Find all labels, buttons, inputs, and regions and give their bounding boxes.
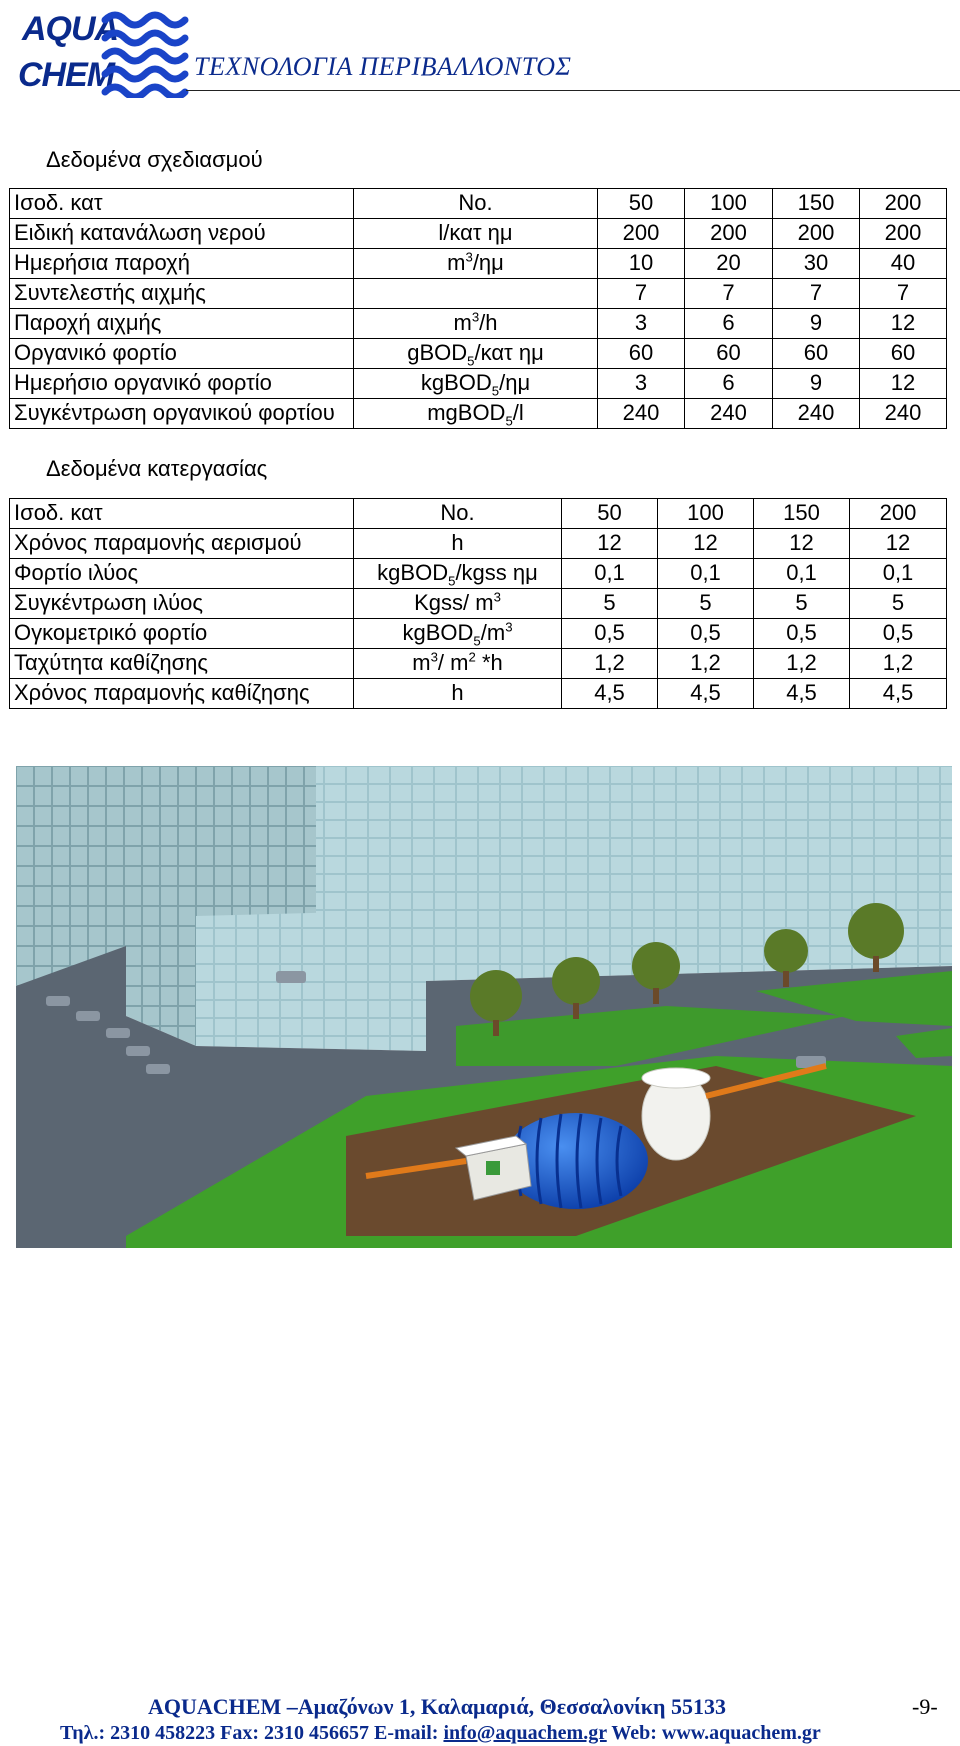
unit-part: 5 (505, 413, 513, 429)
table-cell-value: 150 (773, 189, 860, 219)
table-cell-value: 200 (773, 219, 860, 249)
table-cell-value: 60 (773, 339, 860, 369)
table-cell-value: 7 (598, 279, 685, 309)
aquachem-logo (18, 8, 183, 96)
table-cell-value: 9 (773, 309, 860, 339)
table-cell-value: 7 (773, 279, 860, 309)
header-divider (186, 90, 960, 91)
table-row (10, 529, 947, 559)
unit-part: kgBOD (420, 370, 492, 395)
table-cell-value: 20 (685, 249, 773, 279)
table-cell-value: 200 (860, 189, 947, 219)
table-row (10, 649, 947, 679)
row-unit (354, 309, 598, 339)
table-cell-value: 0,5 (754, 619, 850, 649)
row-unit: No. (354, 499, 562, 529)
table-cell-value: 60 (685, 339, 773, 369)
table-cell-value: 100 (685, 189, 773, 219)
row-unit: No. (354, 189, 598, 219)
unit-part: 3 (471, 309, 480, 325)
table-cell-value: 4,5 (850, 679, 947, 709)
table-cell-value: 200 (860, 219, 947, 249)
table-cell-value: 5 (562, 589, 658, 619)
table-cell-value: 200 (850, 499, 947, 529)
unit-part: /kgss ημ (455, 560, 538, 585)
table-cell-value: 0,5 (850, 619, 947, 649)
unit-part: 3 (493, 589, 501, 605)
row-label: Φορτίο ιλύος (10, 559, 354, 589)
row-label: Παροχή αιχμής (10, 309, 354, 339)
table-cell-value: 12 (850, 529, 947, 559)
table-row (10, 679, 947, 709)
table-cell-value: 3 (598, 309, 685, 339)
table-cell-value: 10 (598, 249, 685, 279)
footer-phone-fax: Τηλ.: 2310 458223 Fax: 2310 456657 E-mail: (60, 1722, 444, 1744)
logo-word-chem: CHEM (18, 56, 115, 94)
unit-part: /m (480, 620, 506, 645)
table-cell-value: 5 (658, 589, 754, 619)
row-unit (354, 249, 598, 279)
table-row (10, 619, 947, 649)
table-cell-value: 5 (754, 589, 850, 619)
unit-part: m (412, 650, 431, 675)
table-cell-value: 7 (860, 279, 947, 309)
unit-part: 3 (465, 249, 473, 265)
table-cell-value: 0,1 (754, 559, 850, 589)
row-label: Ογκομετρικό φορτίο (10, 619, 354, 649)
unit-part: /κατ ημ (474, 340, 544, 365)
treatment-plant-illustration (16, 766, 952, 1248)
table-cell-value: 240 (598, 399, 685, 429)
footer-web: Web: www.aquachem.gr (606, 1722, 821, 1744)
table-cell-value: 0,1 (562, 559, 658, 589)
row-unit (354, 589, 562, 619)
row-label: Συντελεστής αιχμής (10, 279, 354, 309)
unit-part: Kgss/ m (414, 590, 494, 615)
table-row (10, 369, 947, 399)
unit-part: 5 (467, 353, 475, 369)
table-cell-value: 1,2 (658, 649, 754, 679)
unit-part: mgBOD (427, 400, 506, 425)
table-cell-value: 12 (562, 529, 658, 559)
table-cell-value: 100 (658, 499, 754, 529)
row-unit (354, 619, 562, 649)
unit-part: 2 (468, 649, 476, 665)
table-row (10, 309, 947, 339)
row-label: Ταχύτητα καθίζησης (10, 649, 354, 679)
table-cell-value: 5 (850, 589, 947, 619)
design-data-table (9, 188, 947, 429)
table-cell-value: 12 (860, 369, 947, 399)
table-cell-value: 3 (598, 369, 685, 399)
table-cell-value: 0,1 (850, 559, 947, 589)
table-cell-value: 40 (860, 249, 947, 279)
unit-part: 5 (491, 383, 500, 399)
unit-part: /ημ (499, 370, 531, 395)
logo-word-aqua: AQUA (22, 10, 119, 48)
unit-part: kgBOD (377, 560, 449, 585)
page-number: -9- (912, 1694, 938, 1719)
waves-icon (100, 8, 200, 98)
row-label: Ειδική κατανάλωση νερού (10, 219, 354, 249)
row-unit (354, 369, 598, 399)
page-header (0, 0, 960, 100)
row-unit: h (354, 679, 562, 709)
table-row (10, 219, 947, 249)
table-cell-value: 12 (754, 529, 850, 559)
table-cell-value: 50 (598, 189, 685, 219)
table-cell-value: 9 (773, 369, 860, 399)
table-cell-value: 4,5 (562, 679, 658, 709)
table-row (10, 559, 947, 589)
row-label: Χρόνος παραμονής καθίζησης (10, 679, 354, 709)
unit-part: 5 (448, 573, 456, 589)
footer-address: AQUACHEM –Αμαζόνων 1, Καλαμαριά, Θεσσαλονίκη 55133 (148, 1694, 726, 1719)
unit-part: *h (475, 650, 503, 675)
footer-contact (60, 1722, 821, 1745)
unit-part: kgBOD (402, 620, 474, 645)
building-and-tank-image (16, 766, 952, 1248)
unit-part: 3 (430, 649, 438, 665)
table-row (10, 189, 947, 219)
unit-part: gBOD (407, 340, 468, 365)
process-data-heading: Δεδομένα κατεργασίας (46, 456, 268, 481)
table-cell-value: 6 (685, 309, 773, 339)
table-cell-value: 240 (685, 399, 773, 429)
table-cell-value: 1,2 (562, 649, 658, 679)
table-row (10, 279, 947, 309)
table-cell-value: 50 (562, 499, 658, 529)
row-label: Ισοδ. κατ (10, 499, 354, 529)
table-cell-value: 0,5 (562, 619, 658, 649)
row-label: Ισοδ. κατ (10, 189, 354, 219)
header-title: ΤΕΧΝΟΛΟΓΙΑ ΠΕΡΙΒΑΛΛΟΝΤΟΣ (194, 52, 572, 81)
row-label: Ημερήσιο οργανικό φορτίο (10, 369, 354, 399)
row-unit (354, 559, 562, 589)
row-label: Συγκέντρωση οργανικού φορτίου (10, 399, 354, 429)
table-row (10, 589, 947, 619)
table-cell-value: 150 (754, 499, 850, 529)
row-unit (354, 279, 598, 309)
table-row (10, 339, 947, 369)
table-row (10, 399, 947, 429)
table-cell-value: 200 (685, 219, 773, 249)
table-row (10, 249, 947, 279)
row-unit (354, 339, 598, 369)
table-cell-value: 60 (598, 339, 685, 369)
table-cell-value: 12 (860, 309, 947, 339)
unit-part: 3 (505, 619, 513, 635)
table-cell-value: 1,2 (850, 649, 947, 679)
table-cell-value: 60 (860, 339, 947, 369)
unit-part: /ημ (472, 250, 504, 275)
unit-part: m (447, 250, 466, 275)
row-label: Συγκέντρωση ιλύος (10, 589, 354, 619)
row-unit (354, 399, 598, 429)
unit-part: 5 (473, 633, 481, 649)
table-cell-value: 240 (860, 399, 947, 429)
table-cell-value: 30 (773, 249, 860, 279)
unit-part: m (453, 310, 472, 335)
table-cell-value: 240 (773, 399, 860, 429)
email-link[interactable]: info@aquachem.gr (443, 1722, 607, 1744)
design-data-heading: Δεδομένα σχεδιασμού (46, 147, 263, 172)
table-cell-value: 0,5 (658, 619, 754, 649)
row-unit (354, 649, 562, 679)
row-unit: h (354, 529, 562, 559)
table-cell-value: 4,5 (754, 679, 850, 709)
table-cell-value: 200 (598, 219, 685, 249)
unit-part: /h (479, 310, 498, 335)
row-label: Χρόνος παραμονής αερισμού (10, 529, 354, 559)
unit-part: / m (437, 650, 469, 675)
table-cell-value: 1,2 (754, 649, 850, 679)
table-cell-value: 12 (658, 529, 754, 559)
row-label: Ημερήσια παροχή (10, 249, 354, 279)
table-cell-value: 4,5 (658, 679, 754, 709)
process-data-table (9, 498, 947, 709)
table-cell-value: 7 (685, 279, 773, 309)
table-cell-value: 6 (685, 369, 773, 399)
table-row (10, 499, 947, 529)
unit-part: /l (512, 400, 524, 425)
table-cell-value: 0,1 (658, 559, 754, 589)
row-unit: l/κατ ημ (354, 219, 598, 249)
row-label: Οργανικό φορτίο (10, 339, 354, 369)
